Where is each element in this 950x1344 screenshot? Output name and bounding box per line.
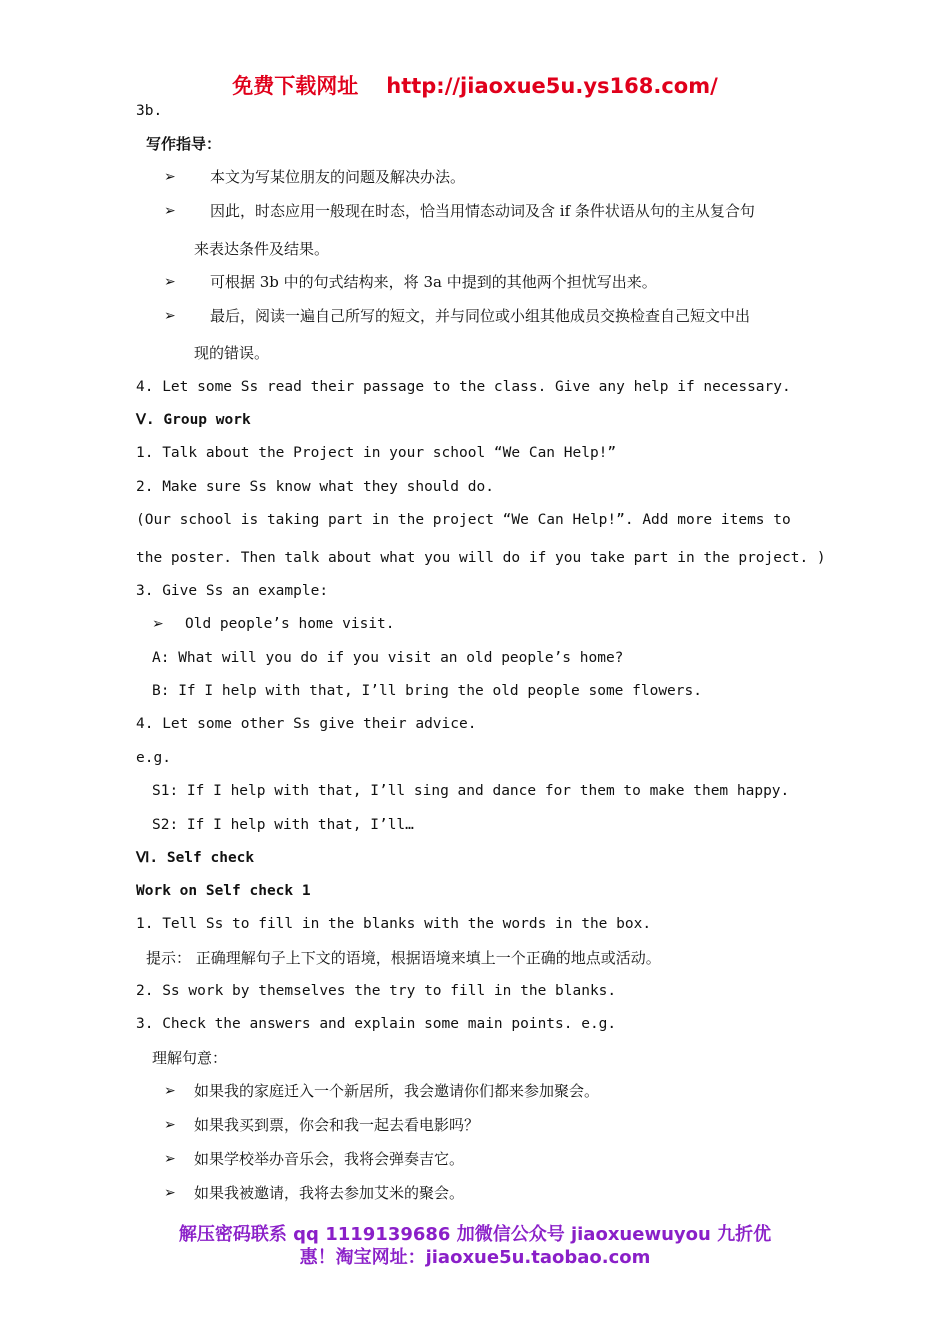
- bullet-arrow-icon: ➢: [164, 1083, 176, 1099]
- writing-guide-heading: 写作指导：: [146, 135, 222, 153]
- section-v-heading: Ⅴ. Group work: [136, 412, 251, 428]
- guide-item-4-cont: 现的错误。: [194, 344, 270, 362]
- self-check-step-1: 1. Tell Ss to fill in the blanks with the words in the box.: [136, 916, 652, 932]
- student-1-answer: S1: If I help with that, I’ll sing and dance for them to make them happy.: [152, 783, 790, 799]
- eg-label: e.g.: [136, 750, 171, 766]
- bullet-arrow-icon: ➢: [152, 616, 164, 632]
- project-note-line-1: (Our school is taking part in the project “We Can Help!”. Add more items to: [136, 512, 791, 528]
- bullet-arrow-icon: ➢: [164, 1151, 176, 1167]
- bullet-arrow-icon: ➢: [164, 274, 176, 290]
- contact-footer-line-2: 惠！淘宝网址：jiaoxue5u.taobao.com: [299, 1247, 651, 1268]
- dialog-line-b: B: If I help with that, I’ll bring the old people some flowers.: [152, 683, 702, 699]
- guide-item-1: 本文为写某位朋友的问题及解决办法。: [210, 168, 466, 186]
- self-check-subheading: Work on Self check 1: [136, 883, 311, 899]
- group-step-3: 3. Give Ss an example:: [136, 583, 329, 599]
- project-note-line-2: the poster. Then talk about what you will do if you take part in the project. ): [136, 550, 826, 566]
- group-step-4: 4. Let some other Ss give their advice.: [136, 716, 477, 732]
- bullet-arrow-icon: ➢: [164, 308, 176, 324]
- meaning-item-3: 如果学校举办音乐会，我将会弹奏吉它。: [194, 1150, 465, 1168]
- self-check-step-2: 2. Ss work by themselves the try to fill in the blanks.: [136, 983, 617, 999]
- section-3b-label: 3b.: [136, 103, 163, 119]
- section-vi-heading: Ⅵ. Self check: [136, 850, 255, 866]
- bullet-arrow-icon: ➢: [164, 1185, 176, 1201]
- download-label: 免费下载网址: [232, 74, 359, 98]
- download-url-link[interactable]: http://jiaoxue5u.ys168.com/: [386, 74, 718, 98]
- self-check-step-3: 3. Check the answers and explain some main points. e.g.: [136, 1016, 617, 1032]
- student-2-answer: S2: If I help with that, I’ll…: [152, 817, 414, 833]
- group-step-2: 2. Make sure Ss know what they should do.: [136, 479, 494, 495]
- contact-footer-line-1: 解压密码联系 qq 1119139686 加微信公众号 jiaoxuewuyou 九折优: [178, 1224, 772, 1245]
- guide-item-4: 最后，阅读一遍自己所写的短文，并与同位或小组其他成员交换检查自己短文中出: [210, 307, 751, 325]
- guide-item-3: 可根据 3b 中的句式结构来，将 3a 中提到的其他两个担忧写出来。: [210, 273, 657, 291]
- bullet-arrow-icon: ➢: [164, 169, 176, 185]
- meaning-item-2: 如果我买到票，你会和我一起去看电影吗？: [194, 1116, 480, 1134]
- example-topic: Old people’s home visit.: [185, 616, 395, 632]
- download-banner: [0, 70, 950, 100]
- bullet-arrow-icon: ➢: [164, 203, 176, 219]
- hint-line: 提示： 正确理解句子上下文的语境，根据语境来填上一个正确的地点或活动。: [146, 949, 661, 967]
- meaning-item-1: 如果我的家庭迁入一个新居所，我会邀请你们都来参加聚会。: [194, 1082, 600, 1100]
- dialog-line-a: A: What will you do if you visit an old people’s home?: [152, 650, 624, 666]
- bullet-arrow-icon: ➢: [164, 1117, 176, 1133]
- guide-item-2-cont: 来表达条件及结果。: [194, 240, 330, 258]
- group-step-1: 1. Talk about the Project in your school “We Can Help!”: [136, 445, 617, 461]
- meaning-item-4: 如果我被邀请，我将去参加艾米的聚会。: [194, 1184, 465, 1202]
- step-4-read-passage: 4. Let some Ss read their passage to the class. Give any help if necessary.: [136, 379, 791, 395]
- understand-meaning-label: 理解句意：: [152, 1049, 228, 1067]
- guide-item-2: 因此，时态应用一般现在时态，恰当用情态动词及含 if 条件状语从句的主从复合句: [210, 202, 755, 220]
